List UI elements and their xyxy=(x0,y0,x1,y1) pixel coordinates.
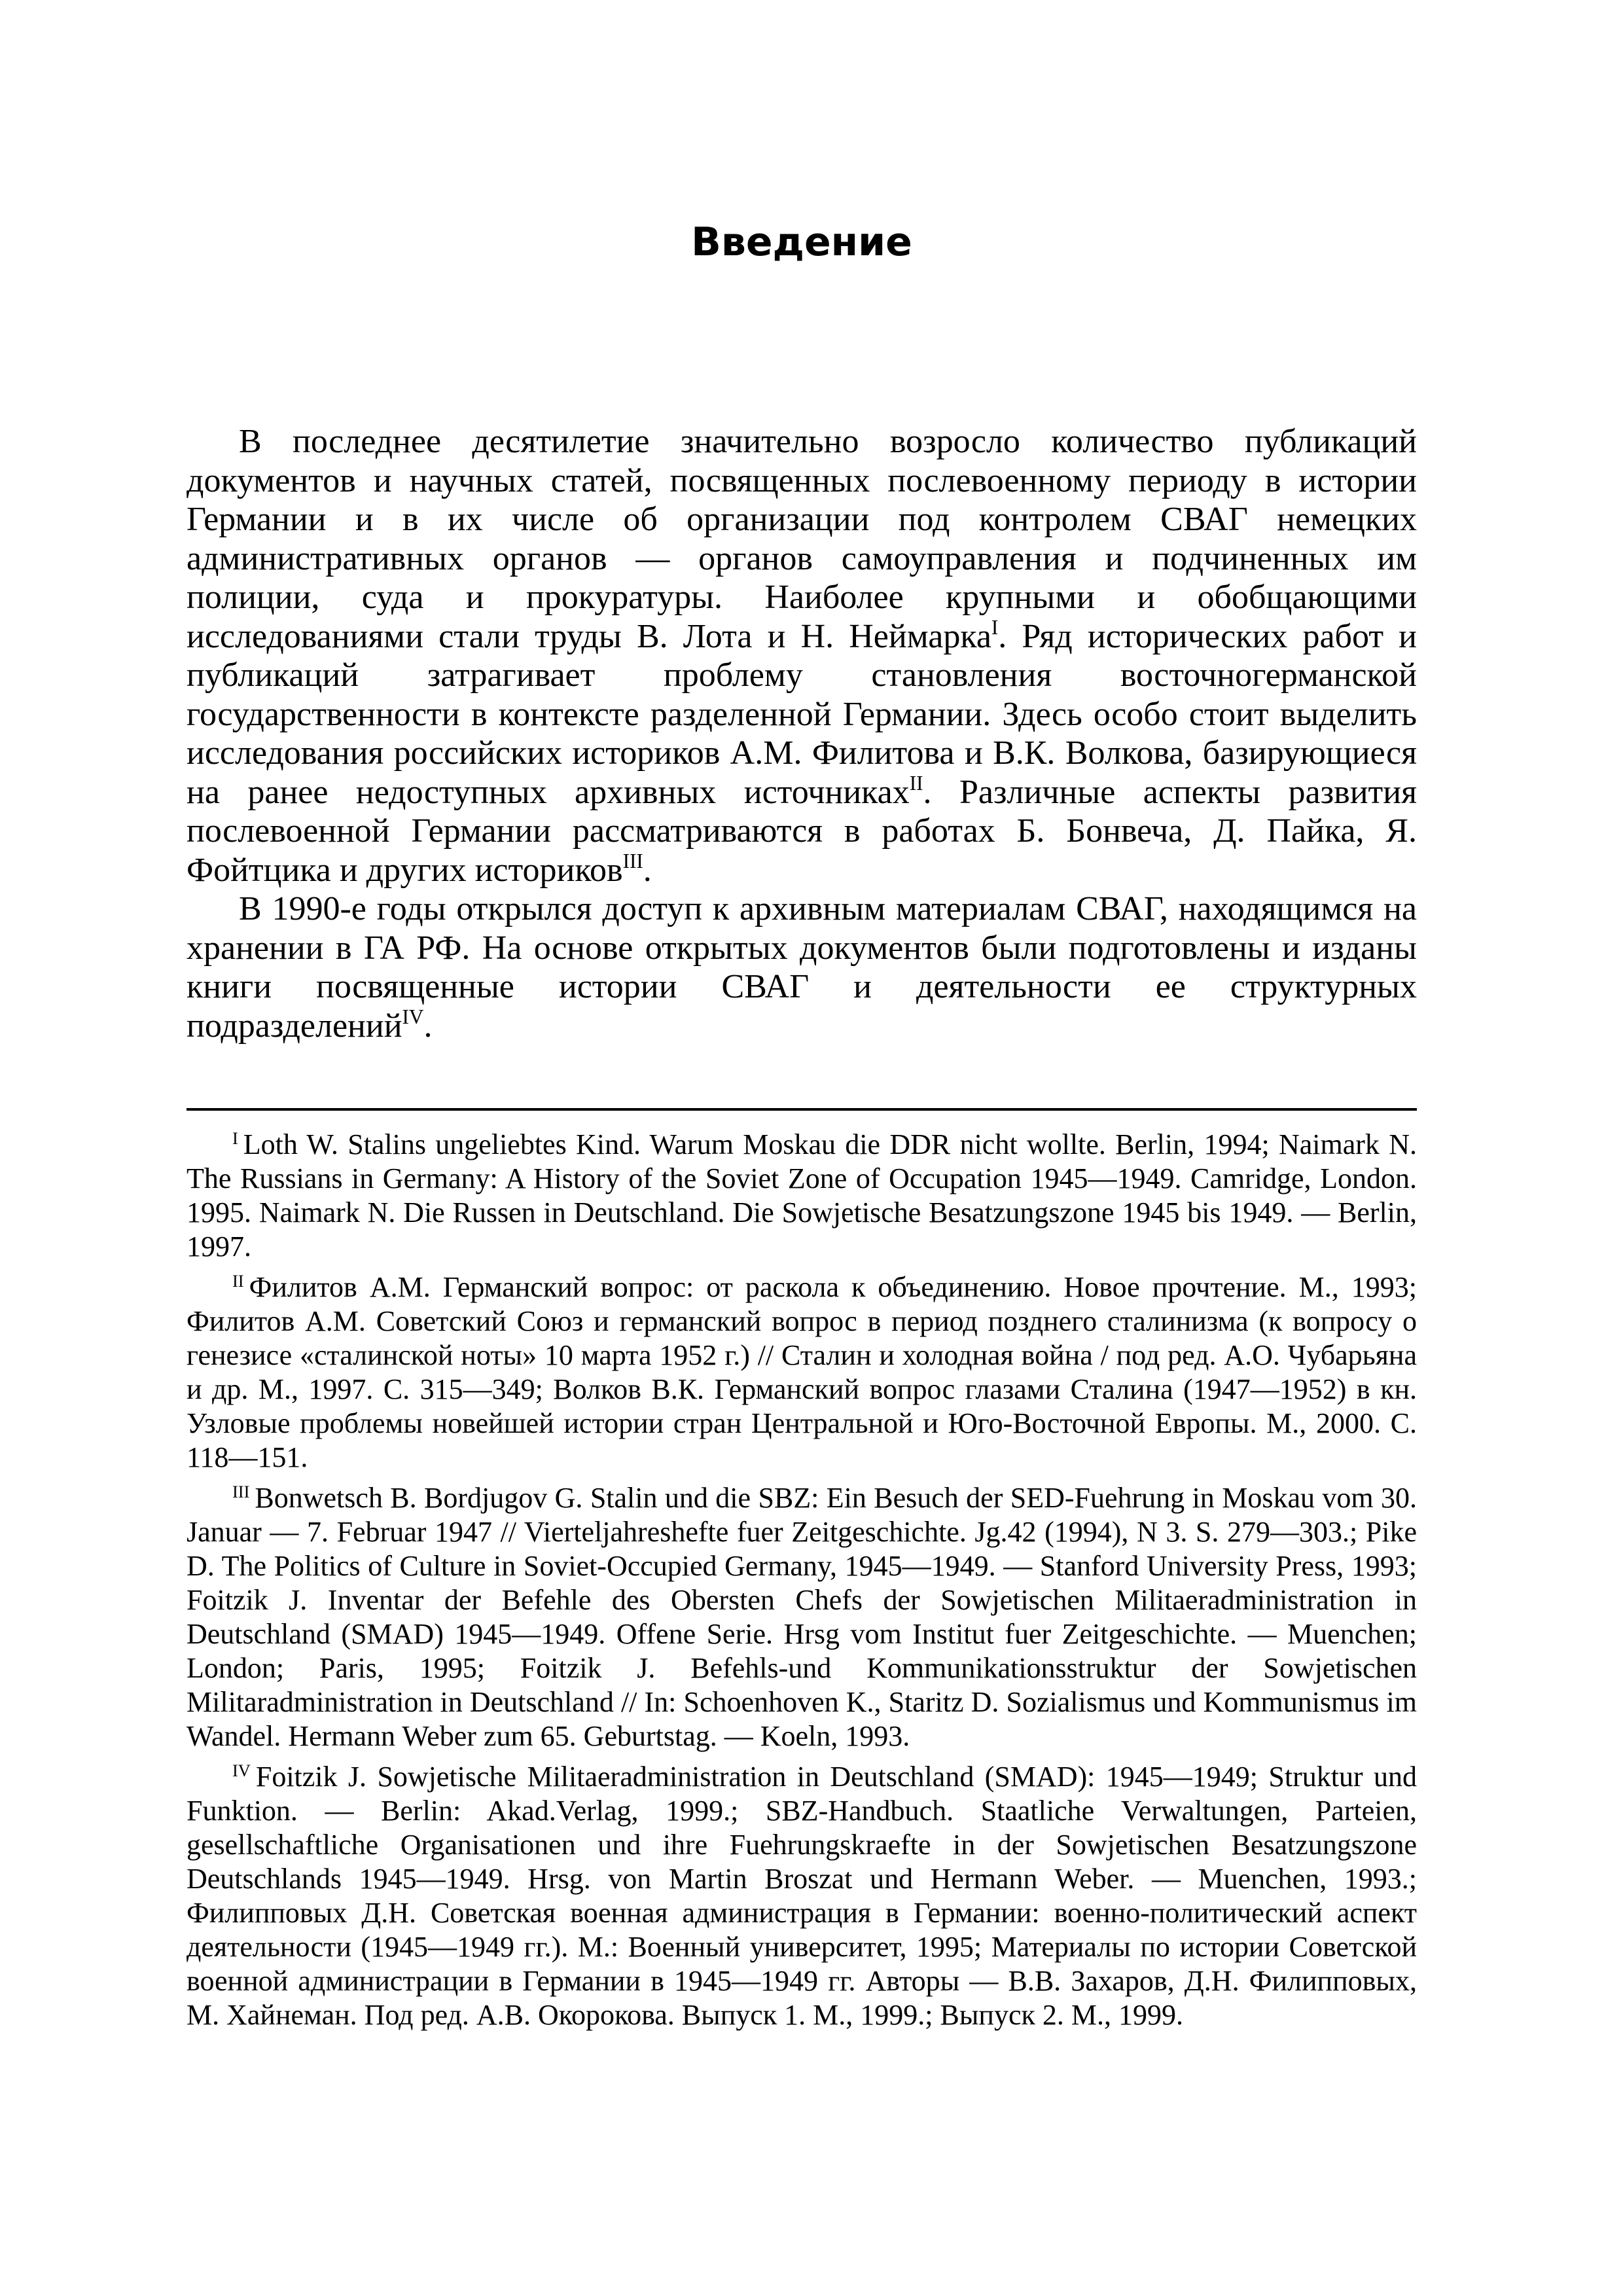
footnote-ref-3: III xyxy=(622,849,643,872)
footnote-text: Bonwetsch B. Bordjugov G. Stalin und die SBZ: Ein Besuch der SED-Fuehrung in Moskau vom 30. Januar — 7. Februar 1947 // Vierteljahreshefte fuer Zeitgeschichte. Jg.42 (1994), N 3. S. 279—303.; Pike D. The Politics of Culture in Soviet-Occupied Germany, 1945—1949. — Stanford University Press, 1993; Foitzik J. Inventar der Befehle des Obersten Chefs der Sowjetischen Militaeradministration in Deutschland (SMAD) 1945—1949. Offene Serie. Hrsg vom Institut fuer Zeitgeschichte. — Muenchen; London; Paris, 1995; Foitzik J. Befehls-und Kommunikationsstruktur der Sowjetischen Militaradministration in Deutschland // In: Schoenhoven K., Staritz D. Sozialismus und Kommunismus im Wandel. Hermann Weber zum 65. Geburtstag. — Koeln, 1993. xyxy=(187,1482,1417,1752)
footnote-ref-1: I xyxy=(991,615,999,639)
paragraph-text: . xyxy=(643,851,652,889)
footnote-text: Loth W. Stalins ungeliebtes Kind. Warum Moskau die DDR nicht wollte. Berlin, 1994; Naimark N. The Russians in Germany: A History of the Soviet Zone of Occupation 1945—1949. Camridge, London. 1995. Naimark N. Die Russen in Deutschland. Die Sowjetische Besatzungszone 1945 bis 1949. — Berlin, 1997. xyxy=(187,1128,1417,1263)
footnote-text: Foitzik J. Sowjetische Militaeradministration in Deutschland (SMAD): 1945—1949; Struktur und Funktion. — Berlin: Akad.Verlag, 1999.; SBZ-Handbuch. Staatliche Verwaltungen, Parteien, gesellschaftliche Organisationen und ihre Fuehrungskraefte in der Sowjetischen Besatzungszone Deutschlands 1945—1949. Hrsg. von Martin Broszat und Hermann Weber. — Muenchen, 1993.; Филипповых Д.Н. Советская военная администрация в Германии: военно-политический аспект деятельности (1945—1949 гг.). М.: Военный университет, 1995; Материалы по истории Советской военной администрации в Германии в 1945—1949 гг. Авторы — В.В. Захаров, Д.Н. Филипповых, М. Хайнеман. Под ред. А.В. Окорокова. Выпуск 1. М., 1999.; Выпуск 2. М., 1999. xyxy=(187,1761,1417,2031)
footnote-3 xyxy=(187,1481,1417,1753)
footnote-ref-2: II xyxy=(909,771,923,795)
document-page xyxy=(187,0,1417,2296)
main-text xyxy=(187,422,1417,1045)
paragraph-2 xyxy=(187,889,1417,1045)
footnotes xyxy=(187,1128,1417,2039)
paragraph-text: В 1990-е годы открылся доступ к архивным материалам СВАГ, находящимся на хранении в ГА РФ. На основе открытых документов были подготовлены и изданы книги посвященные истории СВАГ и деятельности ее структурных подразделений xyxy=(187,890,1417,1045)
footnote-text: Филитов А.М. Германский вопрос: от раскола к объединению. Новое прочтение. М., 1993; Филитов А.М. Советский Союз и германский вопрос в период позднего сталинизма (к вопросу о генезисе «сталинской ноты» 10 марта 1952 г.) // Сталин и холодная война / под ред. А.О. Чубарьяна и др. М., 1997. С. 315—349; Волков В.К. Германский вопрос глазами Сталина (1947—1952) в кн. Узловые проблемы новейшей истории стран Центральной и Юго-Восточной Европы. М., 2000. С. 118—151. xyxy=(187,1271,1417,1473)
chapter-title: Введение xyxy=(691,219,912,265)
footnote-mark: III xyxy=(232,1482,250,1502)
footnote-separator xyxy=(187,1108,1417,1111)
footnote-mark: II xyxy=(232,1271,244,1291)
paragraph-text: . Ряд исторических работ и публикаций затрагивает проблему становления восточногерманской государственности в контексте разделенной Германии. Здесь особо стоит выделить исследования российских историков А.М. Филитова и В.К. Волкова, базирующиеся на ранее недоступных архивных источниках xyxy=(187,617,1417,811)
paragraph-1 xyxy=(187,422,1417,889)
footnote-4 xyxy=(187,1760,1417,2032)
paragraph-text: В последнее десятилетие значительно возросло количество публикаций документов и научных статей, посвященных послевоенному периоду в истории Германии и в их числе об организации под контролем СВАГ немецких административных органов — органов самоуправления и подчиненных им полиции, суда и прокуратуры. Наиболее крупными и обобщающими исследованиями стали труды В. Лота и Н. Неймарка xyxy=(187,423,1417,655)
footnote-ref-4: IV xyxy=(402,1005,424,1028)
footnote-2 xyxy=(187,1270,1417,1475)
paragraph-text: . Различные аспекты развития послевоенной Германии рассматриваются в работах Б. Бонвеча, Д. Пайка, Я. Фойтцика и других историков xyxy=(187,773,1417,889)
footnote-mark: IV xyxy=(232,1761,251,1781)
footnote-1 xyxy=(187,1128,1417,1264)
footnote-mark: I xyxy=(232,1128,238,1149)
paragraph-text: . xyxy=(423,1007,433,1045)
